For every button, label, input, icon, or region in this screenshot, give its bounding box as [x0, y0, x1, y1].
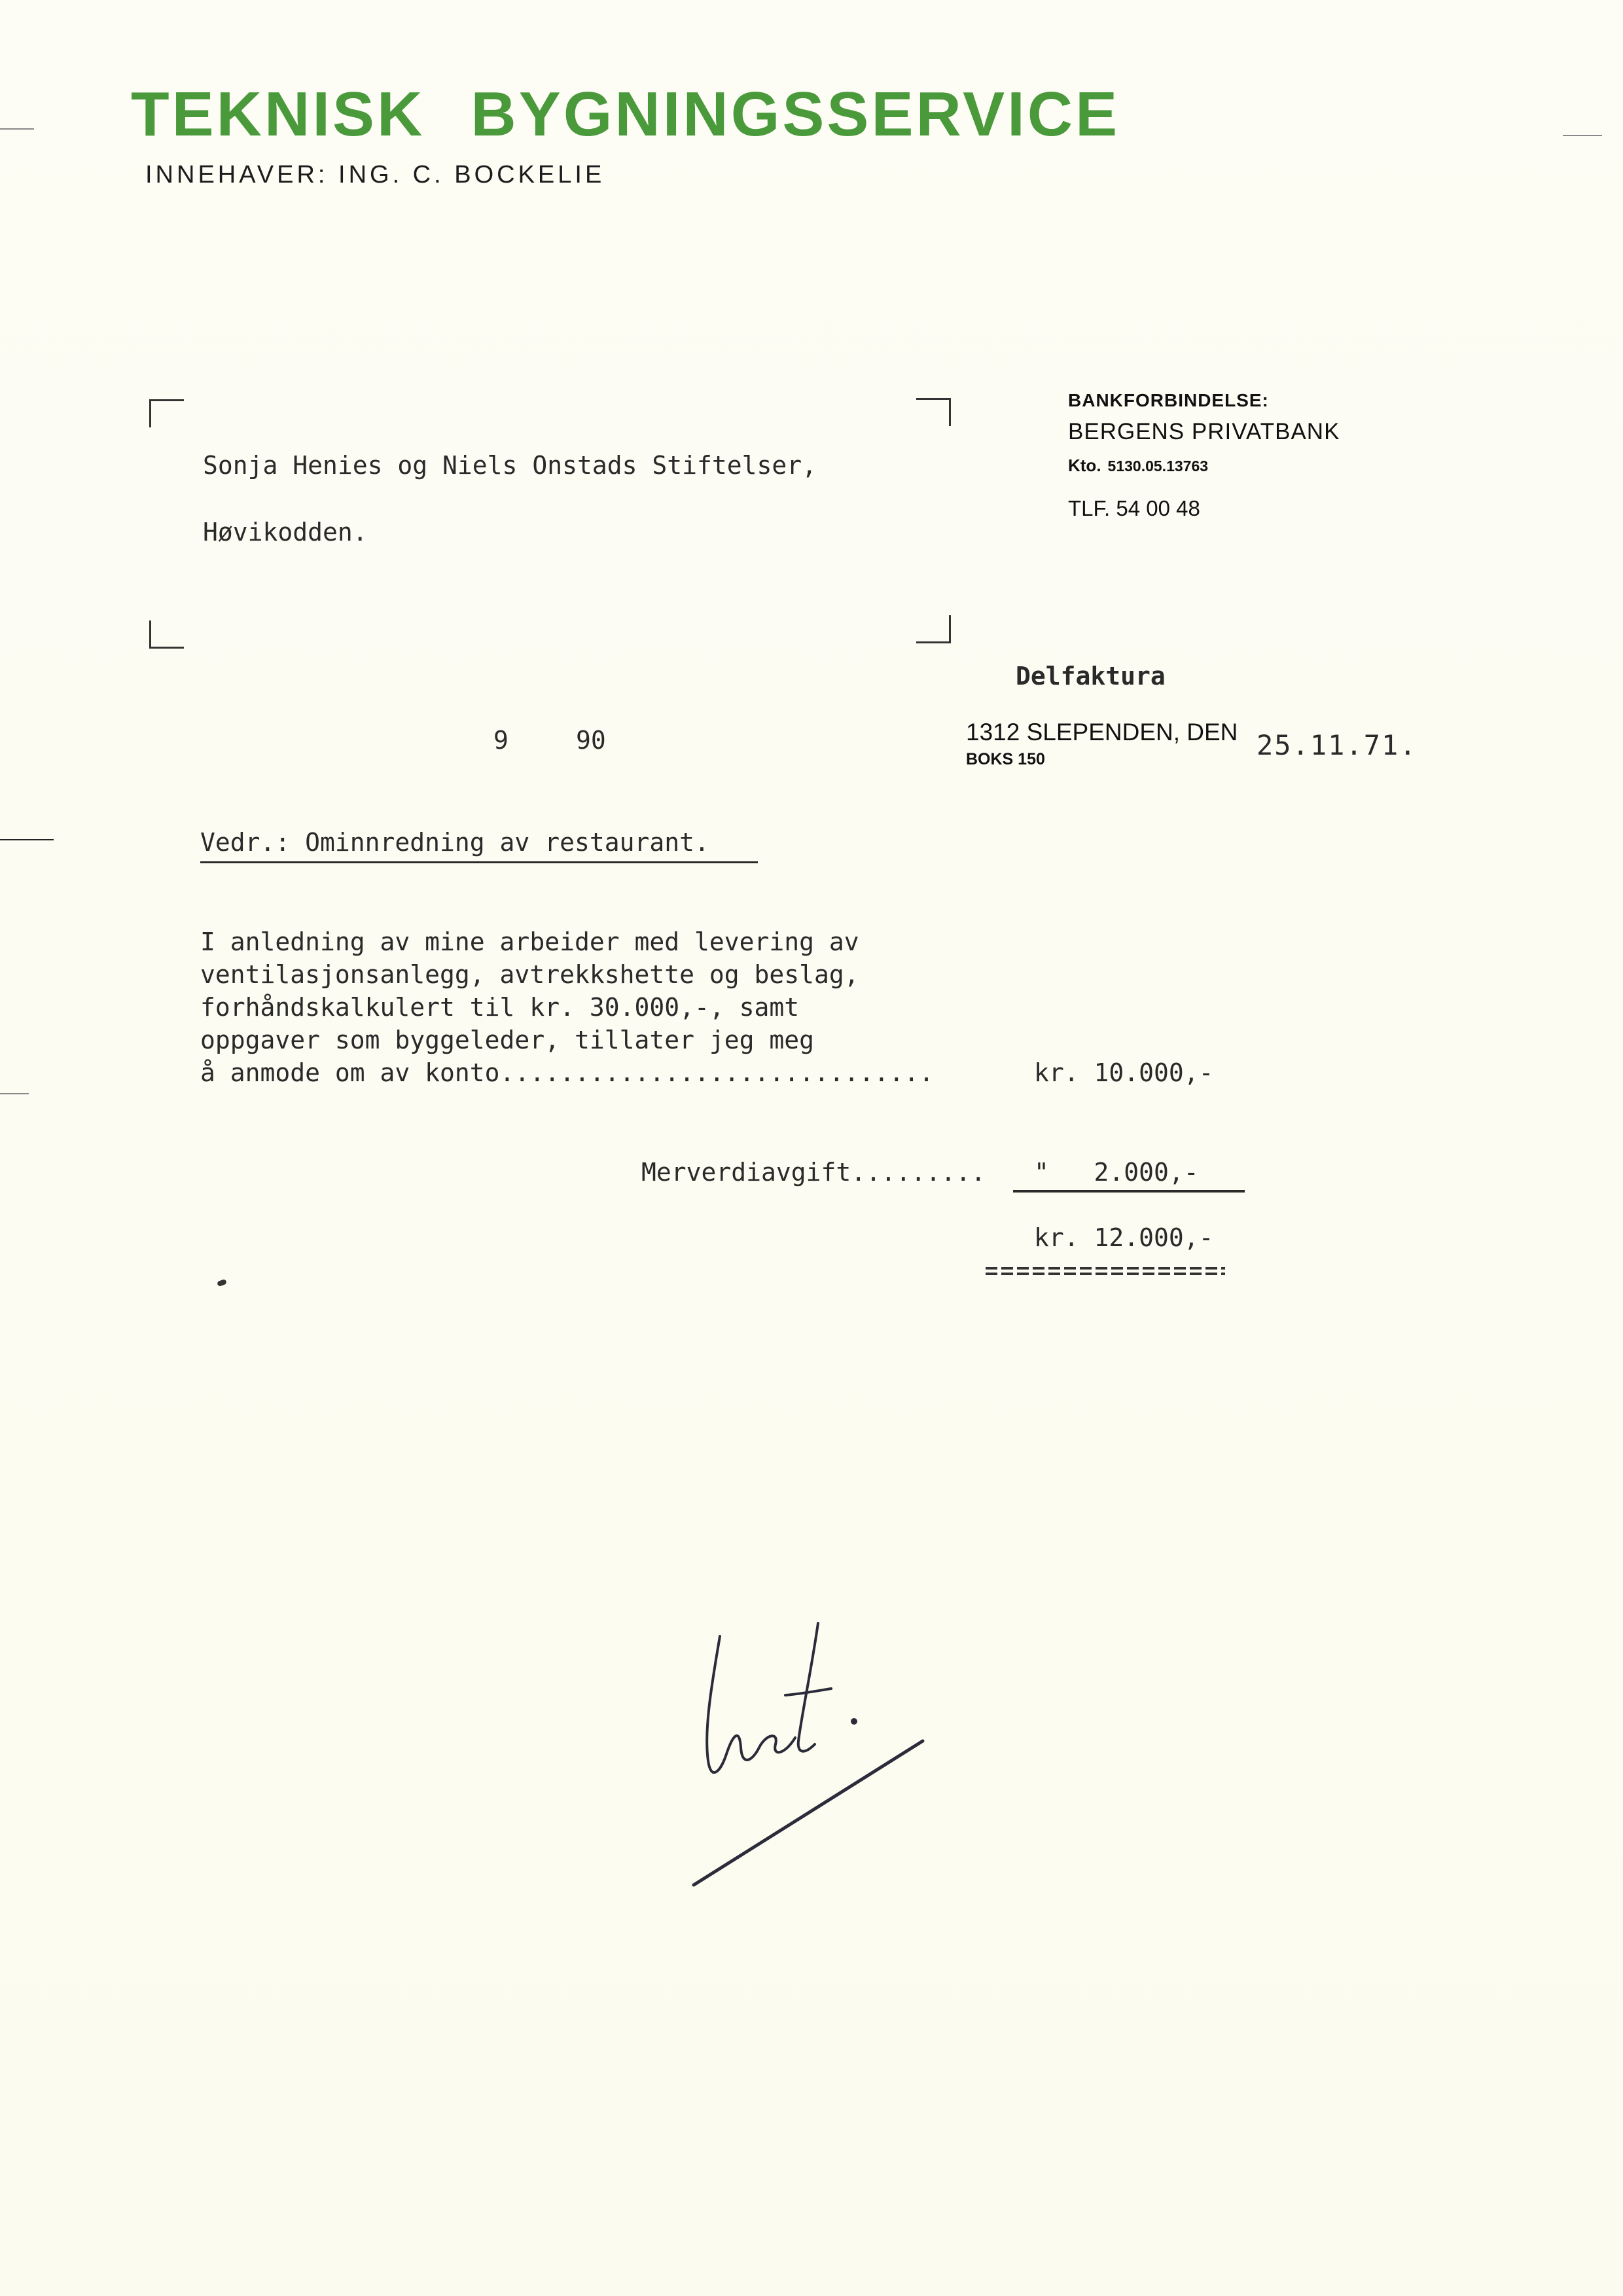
- body-line: ventilasjonsanlegg, avtrekkshette og beslag,: [200, 960, 859, 989]
- recipient-place: Høvikodden.: [203, 518, 368, 547]
- ink-mark: [217, 1279, 227, 1287]
- company-word-1: TEKNISK: [131, 79, 425, 149]
- telephone: TLF. 54 00 48: [1068, 496, 1200, 520]
- company-name: [131, 79, 1120, 151]
- total-double-underline: [986, 1267, 1225, 1275]
- signature: [668, 1597, 942, 1898]
- vat-label: Merverdiavgift.........: [641, 1158, 986, 1187]
- edge-mark: [0, 1093, 29, 1094]
- sender-place: 1312 SLEPENDEN, DEN: [966, 719, 1238, 745]
- bank-label: BANKFORBINDELSE:: [1068, 390, 1269, 410]
- edge-mark: [1563, 135, 1602, 136]
- account-prefix: Kto.: [1068, 456, 1101, 475]
- vat-amount: " 2.000,-: [1034, 1158, 1199, 1187]
- body-line: å anmode om av konto.............................: [200, 1058, 935, 1087]
- body-line: I anledning av mine arbeider med levering av: [200, 927, 859, 956]
- subject-line: Vedr.: Ominnredning av restaurant.: [200, 828, 709, 857]
- bank-account: [1068, 456, 1208, 476]
- address-window-corner: [916, 398, 951, 426]
- bank-name: BERGENS PRIVATBANK: [1068, 419, 1340, 444]
- reference-number-left: 9: [493, 726, 508, 755]
- sender-box: BOKS 150: [966, 750, 1045, 768]
- document-type: Delfaktura: [1016, 662, 1166, 691]
- body-line: forhåndskalkulert til kr. 30.000,-, samt: [200, 993, 800, 1022]
- amount-on-account: kr. 10.000,-: [1034, 1058, 1214, 1087]
- address-window-corner: [149, 399, 184, 427]
- edge-mark: [0, 128, 34, 130]
- recipient-name: Sonja Henies og Niels Onstads Stiftelser,: [203, 451, 817, 480]
- fold-mark: [0, 839, 54, 840]
- account-number: 5130.05.13763: [1107, 457, 1209, 475]
- company-word-2: BYGNINGSSERVICE: [471, 79, 1120, 149]
- subject-underline: [200, 861, 758, 863]
- vat-underline: [1013, 1190, 1245, 1193]
- address-window-corner: [149, 620, 184, 649]
- owner-line: INNEHAVER: ING. C. BOCKELIE: [145, 161, 605, 188]
- invoice-date: 25.11.71.: [1257, 729, 1418, 761]
- address-window-corner: [916, 615, 951, 643]
- body-line: oppgaver som byggeleder, tillater jeg meg: [200, 1026, 814, 1054]
- reference-number-right: 90: [576, 726, 606, 755]
- total-amount: kr. 12.000,-: [1034, 1223, 1214, 1252]
